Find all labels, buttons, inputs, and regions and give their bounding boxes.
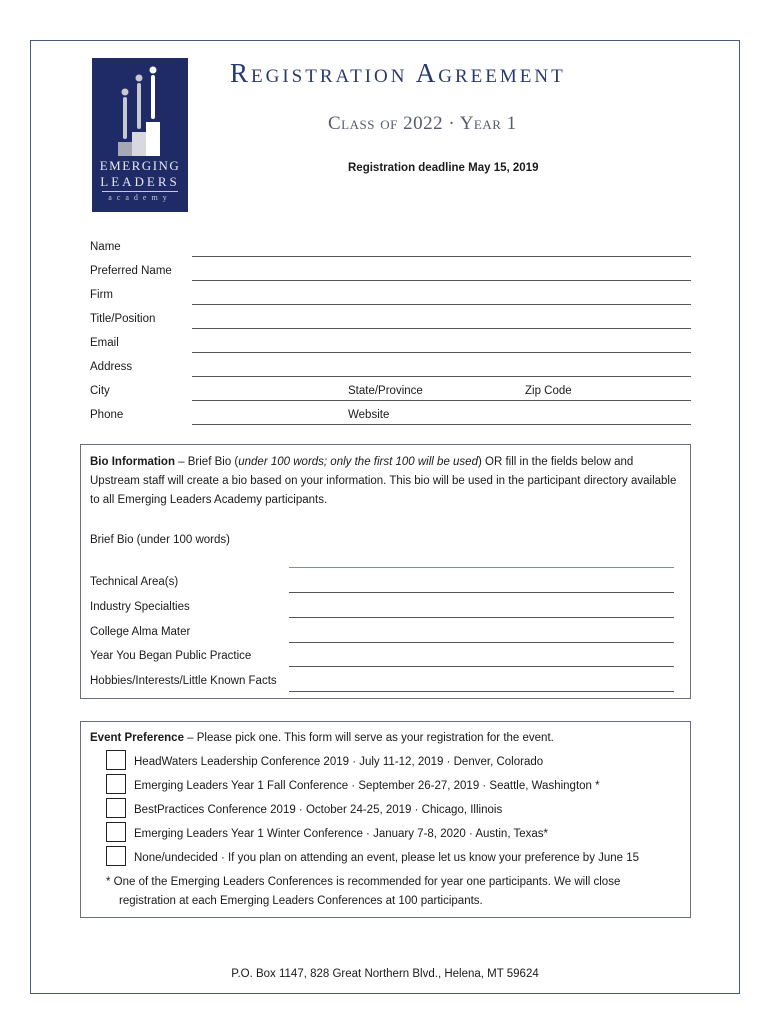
event-option-checkbox-fall[interactable] xyxy=(106,774,126,794)
industry-specialties-label: Industry Specialties xyxy=(90,601,190,613)
phone-website-field[interactable] xyxy=(192,424,691,425)
college-field[interactable] xyxy=(289,642,674,643)
title-position-label: Title/Position xyxy=(90,313,156,325)
event-preference-heading-row xyxy=(90,732,554,744)
event-option-label-none: None/undecided · If you plan on attending an event, please let us know your preference by June 15 xyxy=(134,852,640,864)
leaders-figures-icon xyxy=(92,58,188,158)
preferred-name-label: Preferred Name xyxy=(90,265,172,277)
technical-areas-field[interactable] xyxy=(289,592,674,593)
bio-intro-b: ) OR fill in the fields below and Upstream staff will create a bio based on your information. This bio will be used in the participant directory available to all Emerging Leaders Academy participants. xyxy=(90,456,677,506)
bio-heading: Bio Information xyxy=(90,456,175,468)
event-option-label-winter: Emerging Leaders Year 1 Winter Conference · January 7-8, 2020 · Austin, Texas* xyxy=(134,828,549,840)
address-label: Address xyxy=(90,361,133,373)
preferred-name-field[interactable] xyxy=(192,280,691,281)
event-option-checkbox-bestpractices[interactable] xyxy=(106,798,126,818)
brief-bio-field[interactable] xyxy=(289,567,674,568)
footer-address: P.O. Box 1147, 828 Great Northern Blvd., Helena, MT 59624 xyxy=(231,968,539,980)
event-heading: Event Preference xyxy=(90,732,184,744)
logo-text-leaders: LEADERS xyxy=(100,174,180,189)
event-option-label-fall: Emerging Leaders Year 1 Fall Conference · September 26-27, 2019 · Seattle, Washington * xyxy=(134,780,600,792)
logo-text-academy: academy xyxy=(108,193,172,202)
event-footnote-line1: * One of the Emerging Leaders Conferences is recommended for year one participants. We will close xyxy=(106,876,621,888)
page-subtitle: Class of 2022 · Year 1 xyxy=(328,113,517,134)
address-field[interactable] xyxy=(192,376,691,377)
title-position-field[interactable] xyxy=(192,328,691,329)
event-preference-section xyxy=(80,721,691,918)
event-option-checkbox-none[interactable] xyxy=(106,846,126,866)
name-label: Name xyxy=(90,241,121,253)
firm-label: Firm xyxy=(90,289,113,301)
bio-instructions xyxy=(90,453,680,510)
hobbies-label: Hobbies/Interests/Little Known Facts xyxy=(90,675,277,687)
city-state-zip-field[interactable] xyxy=(192,400,691,401)
industry-specialties-field[interactable] xyxy=(289,617,674,618)
emerging-leaders-logo xyxy=(92,58,188,212)
email-label: Email xyxy=(90,337,119,349)
city-label: City xyxy=(90,385,110,397)
bio-intro-italic: under 100 words; only the first 100 will be used xyxy=(238,456,478,468)
brief-bio-label: Brief Bio (under 100 words) xyxy=(90,534,230,546)
logo-divider xyxy=(102,191,178,192)
event-option-label-bestpractices: BestPractices Conference 2019 · October 24-25, 2019 · Chicago, Illinois xyxy=(134,804,503,816)
zip-code-label: Zip Code xyxy=(525,385,572,397)
bio-intro-a: – Brief Bio ( xyxy=(174,456,239,468)
name-field[interactable] xyxy=(192,256,691,257)
hobbies-field[interactable] xyxy=(289,691,674,692)
event-footnote-line2: registration at each Emerging Leaders Conferences at 100 participants. xyxy=(119,895,483,907)
event-option-checkbox-winter[interactable] xyxy=(106,822,126,842)
phone-label: Phone xyxy=(90,409,124,421)
logo-text-emerging: EMERGING xyxy=(99,158,181,173)
college-label: College Alma Mater xyxy=(90,626,191,638)
year-began-label: Year You Began Public Practice xyxy=(90,650,252,662)
registration-deadline: Registration deadline May 15, 2019 xyxy=(348,162,539,174)
technical-areas-label: Technical Area(s) xyxy=(90,576,179,588)
event-instruction: – Please pick one. This form will serve as your registration for the event. xyxy=(183,732,554,744)
state-province-label: State/Province xyxy=(348,385,423,397)
firm-field[interactable] xyxy=(192,304,691,305)
year-began-field[interactable] xyxy=(289,666,674,667)
event-option-label-headwaters: HeadWaters Leadership Conference 2019 · July 11-12, 2019 · Denver, Colorado xyxy=(134,756,544,768)
page-title: Registration Agreement xyxy=(230,58,566,88)
event-option-checkbox-headwaters[interactable] xyxy=(106,750,126,770)
website-label: Website xyxy=(348,409,390,421)
email-field[interactable] xyxy=(192,352,691,353)
